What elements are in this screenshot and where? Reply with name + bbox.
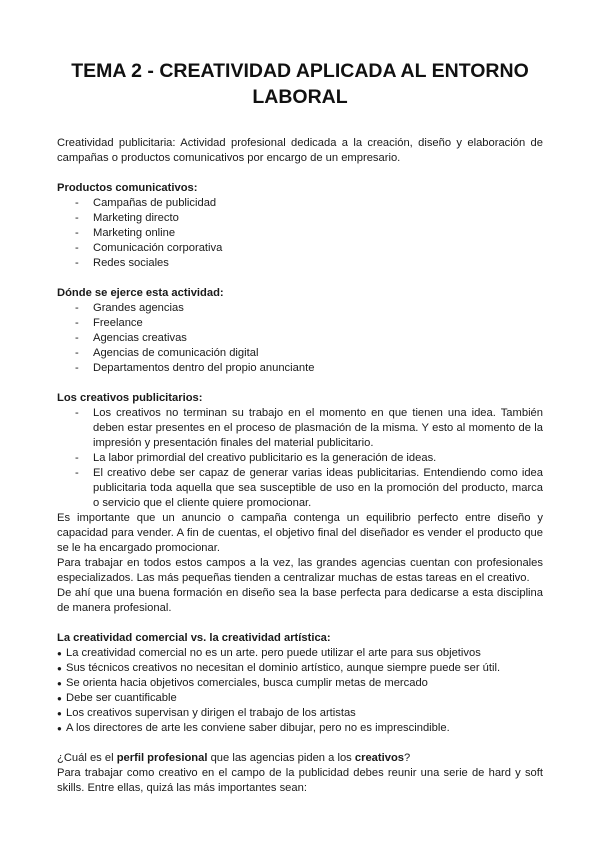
perfil-question: [57, 751, 543, 766]
list-item: - Freelance: [57, 316, 543, 331]
list-item: - Marketing directo: [57, 211, 543, 226]
perfil-paragraph: Para trabajar como creativo en el campo de la publicidad debes reunir una serie de hard y soft skills. Entre ellas, quizá las más importantes sean:: [57, 767, 543, 794]
productos-list: [57, 196, 543, 271]
comercial-heading: La creatividad comercial vs. la creatividad artística:: [57, 632, 331, 644]
creativos-list: [57, 406, 543, 511]
creativos-paragraph: Para trabajar en todos estos campos a la vez, las grandes agencias cuentan con profesionales especializados. Las más pequeñas tienden a centralizar muchas de estas tareas en el creativo.: [57, 557, 543, 584]
list-item: - El creativo debe ser capaz de generar varias ideas publicitarias. Entendiendo como idea publicitaria toda aquella que sea susceptible de uso en la promoción del producto, marca o servicio que el cliente quiere promocionar.: [57, 466, 543, 511]
list-item: - Marketing online: [57, 226, 543, 241]
list-item: - Grandes agencias: [57, 301, 543, 316]
creativos-heading: Los creativos publicitarios:: [57, 392, 203, 404]
list-item: ● Debe ser cuantificable: [57, 691, 543, 706]
donde-list: [57, 301, 543, 376]
list-item: - Comunicación corporativa: [57, 241, 543, 256]
list-item: ● Se orienta hacia objetivos comerciales, busca cumplir metas de mercado: [57, 676, 543, 691]
list-item: ● Los creativos supervisan y dirigen el trabajo de los artistas: [57, 706, 543, 721]
list-item: - Campañas de publicidad: [57, 196, 543, 211]
list-item: ● Sus técnicos creativos no necesitan el dominio artístico, aunque siempre puede ser útil.: [57, 661, 543, 676]
list-item: ● A los directores de arte les conviene saber dibujar, pero no es imprescindible.: [57, 721, 543, 736]
creativos-paragraph: Es importante que un anuncio o campaña contenga un equilibrio perfecto entre diseño y capacidad para vender. A fin de cuentas, el objetivo final del diseñador es vender el producto que se le ha encargado promocionar.: [57, 512, 543, 554]
question-text: ¿Cuál es el: [57, 752, 117, 764]
list-item: - Departamentos dentro del propio anunciante: [57, 361, 543, 376]
comercial-list: [57, 646, 543, 736]
creativos-paragraph: De ahí que una buena formación en diseño sea la base perfecta para dedicarse a esta disciplina de manera profesional.: [57, 587, 543, 614]
intro-paragraph: Creatividad publicitaria: Actividad profesional dedicada a la creación, diseño y elaboración de campañas o productos comunicativos por encargo de un empresario.: [57, 137, 543, 164]
page-title: TEMA 2 - CREATIVIDAD APLICADA AL ENTORNO LABORAL: [71, 60, 529, 108]
productos-heading: Productos comunicativos:: [57, 182, 198, 194]
question-bold: creativos: [354, 752, 405, 764]
question-text: que las agencias piden a los: [207, 752, 355, 764]
donde-heading: Dónde se ejerce esta actividad:: [57, 287, 224, 299]
list-item: - Los creativos no terminan su trabajo en el momento en que tienen una idea. También deben estar presentes en el proceso de plasmación de la misma. Y esto al momento de la impresión y presentación finales del material publicitario.: [57, 406, 543, 451]
list-item: ● La creatividad comercial no es un arte. pero puede utilizar el arte para sus objetivos: [57, 646, 543, 661]
question-bold: perfil profesional: [116, 752, 208, 764]
list-item: - Redes sociales: [57, 256, 543, 271]
list-item: - La labor primordial del creativo publicitario es la generación de ideas.: [57, 451, 543, 466]
question-text: ?: [404, 752, 411, 764]
list-item: - Agencias de comunicación digital: [57, 346, 543, 361]
list-item: - Agencias creativas: [57, 331, 543, 346]
